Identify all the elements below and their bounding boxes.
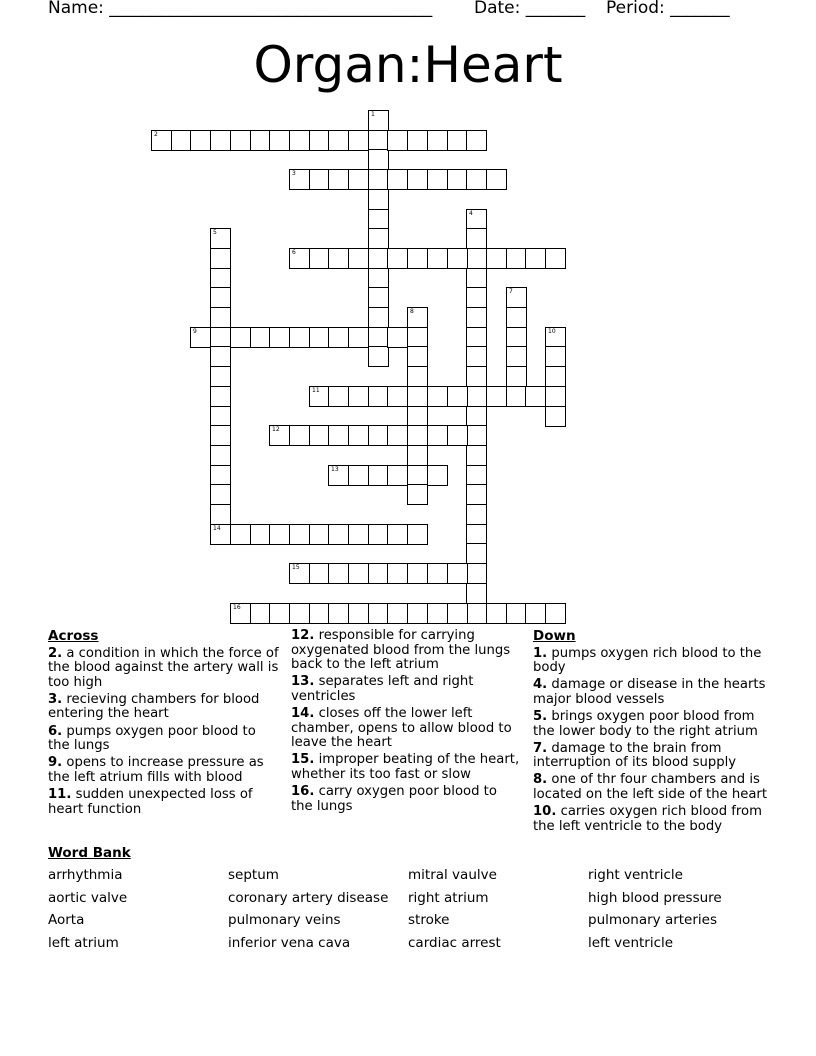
- grid-cell[interactable]: [269, 425, 290, 446]
- grid-cell[interactable]: [545, 366, 566, 387]
- grid-cell[interactable]: [407, 366, 428, 387]
- grid-cell[interactable]: [328, 563, 349, 584]
- clue-number-label: 12.: [291, 628, 315, 643]
- grid-cell[interactable]: [387, 386, 408, 407]
- clue-item: [48, 693, 280, 722]
- word-bank-heading: Word Bank: [48, 845, 131, 861]
- grid-cell[interactable]: [427, 603, 448, 624]
- grid-cell[interactable]: [230, 130, 251, 151]
- grid-cell[interactable]: [230, 603, 251, 624]
- grid-cell[interactable]: [210, 287, 231, 308]
- grid-cell[interactable]: [368, 209, 389, 230]
- grid-cell[interactable]: [210, 130, 231, 151]
- date-field-label: Date: _______: [474, 0, 586, 18]
- clue-number: 4: [469, 210, 473, 217]
- grid-cell[interactable]: [506, 287, 527, 308]
- clue-number-label: 13.: [291, 674, 315, 690]
- grid-cell[interactable]: [447, 248, 468, 269]
- clue-number: 15: [292, 564, 300, 571]
- grid-cell[interactable]: [466, 366, 487, 387]
- clue-item: [291, 785, 521, 814]
- word-bank-item: left atrium: [48, 935, 119, 951]
- page-title: Organ:Heart: [253, 36, 563, 94]
- grid-cell[interactable]: [348, 169, 369, 190]
- clue-number-label: 1.: [533, 645, 548, 661]
- grid-cell[interactable]: [368, 386, 389, 407]
- grid-cell[interactable]: [525, 248, 546, 269]
- grid-cell[interactable]: [466, 169, 487, 190]
- grid-cell[interactable]: [387, 425, 408, 446]
- clue-text: recieving chambers for blood entering the heart: [48, 691, 260, 722]
- word-bank-item: arrhythmia: [48, 867, 123, 883]
- grid-cell[interactable]: [171, 130, 192, 151]
- clue-number-label: 6.: [48, 723, 63, 739]
- grid-cell[interactable]: [506, 307, 527, 328]
- clue-number-label: 8.: [533, 772, 548, 788]
- grid-cell[interactable]: [210, 268, 231, 289]
- grid-cell[interactable]: [387, 603, 408, 624]
- word-bank-item: septum: [228, 867, 279, 883]
- clue-item: [291, 707, 521, 751]
- clue-item: [291, 629, 521, 673]
- grid-cell[interactable]: [407, 425, 428, 446]
- clue-item: [291, 675, 521, 704]
- grid-cell[interactable]: [486, 169, 507, 190]
- clue-number: 3: [292, 170, 296, 177]
- grid-cell[interactable]: [368, 169, 389, 190]
- grid-cell[interactable]: [486, 248, 507, 269]
- clue-number: 16: [233, 604, 241, 611]
- clue-number: 14: [213, 525, 221, 532]
- grid-cell[interactable]: [190, 130, 211, 151]
- clue-text: one of thr four chambers and is located on the left side of the heart: [533, 772, 768, 802]
- grid-cell[interactable]: [250, 327, 271, 348]
- clue-item: [48, 725, 280, 754]
- grid-cell[interactable]: [427, 130, 448, 151]
- grid-cell[interactable]: [210, 386, 231, 407]
- grid-cell[interactable]: [328, 524, 349, 545]
- grid-cell[interactable]: [348, 603, 369, 624]
- clue-number: 8: [410, 308, 414, 315]
- clue-text: sudden unexpected loss of heart function: [48, 786, 253, 817]
- clue-number: 9: [193, 328, 197, 335]
- grid-cell[interactable]: [309, 130, 330, 151]
- grid-cell[interactable]: [289, 603, 310, 624]
- word-bank-item: inferior vena cava: [228, 935, 351, 951]
- grid-cell[interactable]: [309, 603, 330, 624]
- across-clue-list-a: [48, 647, 280, 818]
- grid-cell[interactable]: [368, 603, 389, 624]
- grid-cell[interactable]: [309, 327, 330, 348]
- grid-cell[interactable]: [466, 130, 487, 151]
- grid-cell[interactable]: [407, 248, 428, 269]
- grid-cell[interactable]: [289, 130, 310, 151]
- grid-cell[interactable]: [368, 524, 389, 545]
- down-clue-list: [533, 647, 769, 835]
- grid-cell[interactable]: [466, 248, 487, 269]
- word-bank-item: stroke: [408, 912, 450, 928]
- grid-cell[interactable]: [348, 130, 369, 151]
- grid-cell[interactable]: [466, 425, 487, 446]
- grid-cell[interactable]: [309, 248, 330, 269]
- word-bank-item: right ventricle: [588, 867, 683, 883]
- clue-number: 11: [312, 387, 320, 394]
- grid-cell[interactable]: [210, 445, 231, 466]
- clue-text: pumps oxygen rich blood to the body: [533, 645, 762, 676]
- grid-cell[interactable]: [407, 327, 428, 348]
- word-bank-item: high blood pressure: [588, 890, 722, 906]
- clue-item: [291, 753, 521, 782]
- grid-cell[interactable]: [486, 603, 507, 624]
- grid-cell[interactable]: [525, 386, 546, 407]
- grid-cell[interactable]: [407, 169, 428, 190]
- word-bank-item: cardiac arrest: [408, 935, 501, 951]
- clue-number: 12: [272, 426, 280, 433]
- grid-cell[interactable]: [210, 307, 231, 328]
- grid-cell[interactable]: [210, 484, 231, 505]
- grid-cell[interactable]: [348, 248, 369, 269]
- grid-cell[interactable]: [387, 130, 408, 151]
- grid-cell[interactable]: [407, 465, 428, 486]
- grid-cell[interactable]: [250, 130, 271, 151]
- grid-cell[interactable]: [427, 563, 448, 584]
- grid-cell[interactable]: [289, 524, 310, 545]
- grid-cell[interactable]: [368, 248, 389, 269]
- grid-cell[interactable]: [427, 386, 448, 407]
- grid-cell[interactable]: [309, 524, 330, 545]
- grid-cell[interactable]: [230, 327, 251, 348]
- grid-cell[interactable]: [387, 169, 408, 190]
- clue-number-label: 16.: [291, 783, 315, 799]
- period-field-label: Period: _______: [606, 0, 730, 18]
- grid-cell[interactable]: [309, 169, 330, 190]
- grid-cell[interactable]: [525, 603, 546, 624]
- grid-cell[interactable]: [466, 287, 487, 308]
- grid-cell[interactable]: [368, 149, 389, 170]
- clue-item: [48, 756, 280, 785]
- grid-cell[interactable]: [328, 425, 349, 446]
- grid-cell[interactable]: [269, 603, 290, 624]
- grid-cell[interactable]: [328, 386, 349, 407]
- clue-text: closes off the lower left chamber, opens to allow blood to leave the heart: [291, 705, 512, 751]
- grid-cell[interactable]: [447, 603, 468, 624]
- grid-cell[interactable]: [269, 130, 290, 151]
- grid-cell[interactable]: [447, 563, 468, 584]
- grid-cell[interactable]: [466, 307, 487, 328]
- grid-cell[interactable]: [328, 603, 349, 624]
- grid-cell[interactable]: [210, 406, 231, 427]
- clue-number-label: 14.: [291, 705, 315, 721]
- grid-cell[interactable]: [407, 406, 428, 427]
- grid-cell[interactable]: [348, 327, 369, 348]
- grid-cell[interactable]: [368, 327, 389, 348]
- clue-number-label: 3.: [48, 691, 63, 707]
- grid-cell[interactable]: [368, 425, 389, 446]
- grid-cell[interactable]: [269, 524, 290, 545]
- clue-number-label: 2.: [48, 645, 63, 661]
- grid-cell[interactable]: [545, 248, 566, 269]
- grid-cell[interactable]: [407, 130, 428, 151]
- grid-cell[interactable]: [368, 189, 389, 210]
- grid-cell[interactable]: [407, 346, 428, 367]
- grid-cell[interactable]: [387, 465, 408, 486]
- clue-number-label: 4.: [533, 677, 548, 693]
- clue-text: damage to the brain from interruption of its blood supply: [533, 740, 737, 771]
- name-field-label: Name: ______________________________________: [48, 0, 433, 18]
- clue-text: pumps oxygen poor blood to the lungs: [48, 723, 256, 754]
- clue-number: 2: [154, 131, 158, 138]
- clue-item: [533, 647, 769, 676]
- across-clues: [48, 629, 280, 820]
- clue-number: 5: [213, 229, 217, 236]
- grid-cell[interactable]: [368, 307, 389, 328]
- grid-cell[interactable]: [309, 386, 330, 407]
- grid-cell[interactable]: [210, 228, 231, 249]
- grid-cell[interactable]: [407, 307, 428, 328]
- grid-cell[interactable]: [289, 248, 310, 269]
- grid-cell[interactable]: [368, 110, 389, 131]
- grid-cell[interactable]: [387, 524, 408, 545]
- grid-cell[interactable]: [506, 248, 527, 269]
- grid-cell[interactable]: [210, 504, 231, 525]
- grid-cell[interactable]: [447, 425, 468, 446]
- grid-cell[interactable]: [545, 406, 566, 427]
- grid-cell[interactable]: [348, 524, 369, 545]
- down-clues: [533, 629, 769, 837]
- grid-cell[interactable]: [466, 445, 487, 466]
- clue-number: 6: [292, 249, 296, 256]
- grid-cell[interactable]: [466, 524, 487, 545]
- grid-cell[interactable]: [151, 130, 172, 151]
- grid-cell[interactable]: [427, 465, 448, 486]
- grid-cell[interactable]: [269, 327, 290, 348]
- word-bank-item: aortic valve: [48, 890, 128, 906]
- grid-cell[interactable]: [368, 130, 389, 151]
- grid-cell[interactable]: [407, 484, 428, 505]
- grid-cell[interactable]: [348, 425, 369, 446]
- grid-cell[interactable]: [348, 465, 369, 486]
- grid-cell[interactable]: [466, 583, 487, 604]
- grid-cell[interactable]: [407, 524, 428, 545]
- grid-cell[interactable]: [387, 563, 408, 584]
- grid-cell[interactable]: [309, 425, 330, 446]
- clue-text: opens to increase pressure as the left atrium fills with blood: [48, 755, 264, 785]
- grid-cell[interactable]: [466, 465, 487, 486]
- grid-cell[interactable]: [486, 386, 507, 407]
- grid-cell[interactable]: [545, 346, 566, 367]
- grid-cell[interactable]: [210, 327, 231, 348]
- word-bank-item: coronary artery disease: [228, 890, 389, 906]
- grid-cell[interactable]: [545, 386, 566, 407]
- grid-cell[interactable]: [427, 425, 448, 446]
- clue-text: brings oxygen poor blood from the lower body to the right atrium: [533, 708, 758, 739]
- grid-cell[interactable]: [190, 327, 211, 348]
- grid-cell[interactable]: [466, 484, 487, 505]
- clue-item: [533, 773, 769, 802]
- grid-cell[interactable]: [368, 346, 389, 367]
- clue-number: 7: [509, 288, 513, 295]
- grid-cell[interactable]: [466, 563, 487, 584]
- grid-cell[interactable]: [466, 209, 487, 230]
- grid-cell[interactable]: [289, 425, 310, 446]
- grid-cell[interactable]: [427, 248, 448, 269]
- grid-cell[interactable]: [466, 228, 487, 249]
- clue-number: 13: [331, 466, 339, 473]
- across-heading: Across: [48, 628, 99, 644]
- clue-number: 1: [371, 111, 375, 118]
- grid-cell[interactable]: [210, 465, 231, 486]
- clue-text: carries oxygen rich blood from the left ventricle to the body: [533, 804, 762, 834]
- clue-number-label: 10.: [533, 804, 557, 820]
- word-bank-item: pulmonary veins: [228, 912, 341, 928]
- grid-cell[interactable]: [466, 406, 487, 427]
- grid-cell[interactable]: [368, 465, 389, 486]
- grid-cell[interactable]: [289, 169, 310, 190]
- grid-cell[interactable]: [407, 445, 428, 466]
- clue-text: improper beating of the heart, whether its too fast or slow: [291, 752, 520, 782]
- word-bank-item: left ventricle: [588, 935, 674, 951]
- grid-cell[interactable]: [210, 346, 231, 367]
- word-bank-item: right atrium: [408, 890, 489, 906]
- grid-cell[interactable]: [466, 268, 487, 289]
- grid-cell[interactable]: [447, 169, 468, 190]
- grid-cell[interactable]: [387, 327, 408, 348]
- grid-cell[interactable]: [466, 504, 487, 525]
- grid-cell[interactable]: [506, 346, 527, 367]
- grid-cell[interactable]: [348, 563, 369, 584]
- clue-text: a condition in which the force of the blood against the artery wall is too high: [48, 645, 279, 690]
- grid-cell[interactable]: [447, 386, 468, 407]
- grid-cell[interactable]: [466, 386, 487, 407]
- grid-cell[interactable]: [328, 169, 349, 190]
- grid-cell[interactable]: [407, 603, 428, 624]
- grid-cell[interactable]: [506, 603, 527, 624]
- grid-cell[interactable]: [368, 268, 389, 289]
- grid-cell[interactable]: [506, 327, 527, 348]
- clue-number: 10: [548, 328, 556, 335]
- clue-text: separates left and right ventricles: [291, 674, 474, 704]
- clue-text: responsible for carrying oxygenated blood from the lungs back to the left atrium: [291, 628, 511, 673]
- grid-cell[interactable]: [289, 563, 310, 584]
- grid-cell[interactable]: [368, 287, 389, 308]
- clue-number-label: 15.: [291, 752, 315, 768]
- across-clue-list-b: [291, 629, 521, 814]
- grid-cell[interactable]: [230, 524, 251, 545]
- grid-cell[interactable]: [368, 228, 389, 249]
- clue-number-label: 9.: [48, 755, 63, 771]
- grid-cell[interactable]: [250, 603, 271, 624]
- grid-cell[interactable]: [545, 327, 566, 348]
- grid-cell[interactable]: [447, 130, 468, 151]
- grid-cell[interactable]: [328, 130, 349, 151]
- grid-cell[interactable]: [250, 524, 271, 545]
- word-bank-item: pulmonary arteries: [588, 912, 718, 928]
- grid-cell[interactable]: [506, 386, 527, 407]
- word-bank-item: Aorta: [48, 912, 85, 928]
- grid-cell[interactable]: [387, 248, 408, 269]
- clue-number-label: 11.: [48, 786, 72, 802]
- grid-cell[interactable]: [210, 366, 231, 387]
- clue-item: [533, 805, 769, 834]
- clue-text: carry oxygen poor blood to the lungs: [291, 783, 497, 814]
- grid-cell[interactable]: [407, 563, 428, 584]
- grid-cell[interactable]: [348, 386, 369, 407]
- grid-cell[interactable]: [328, 248, 349, 269]
- grid-cell[interactable]: [210, 248, 231, 269]
- grid-cell[interactable]: [309, 563, 330, 584]
- grid-cell[interactable]: [328, 327, 349, 348]
- grid-cell[interactable]: [506, 366, 527, 387]
- clue-number-label: 7.: [533, 740, 548, 756]
- clue-item: [533, 710, 769, 739]
- clue-item: [48, 788, 280, 817]
- grid-cell[interactable]: [545, 603, 566, 624]
- grid-cell[interactable]: [466, 346, 487, 367]
- grid-cell[interactable]: [210, 425, 231, 446]
- clue-item: [533, 678, 769, 707]
- grid-cell[interactable]: [427, 169, 448, 190]
- clue-text: damage or disease in the hearts major blood vessels: [533, 677, 766, 707]
- grid-cell[interactable]: [328, 465, 349, 486]
- down-heading: Down: [533, 628, 576, 644]
- grid-cell[interactable]: [466, 327, 487, 348]
- grid-cell[interactable]: [210, 524, 231, 545]
- clue-item: [48, 647, 280, 691]
- grid-cell[interactable]: [368, 563, 389, 584]
- grid-cell[interactable]: [466, 603, 487, 624]
- word-bank-item: mitral vaulve: [408, 867, 497, 883]
- clue-item: [533, 742, 769, 771]
- grid-cell[interactable]: [289, 327, 310, 348]
- grid-cell[interactable]: [407, 386, 428, 407]
- grid-cell[interactable]: [466, 543, 487, 564]
- across-clues-continued: [291, 629, 521, 817]
- clue-number-label: 5.: [533, 708, 548, 724]
